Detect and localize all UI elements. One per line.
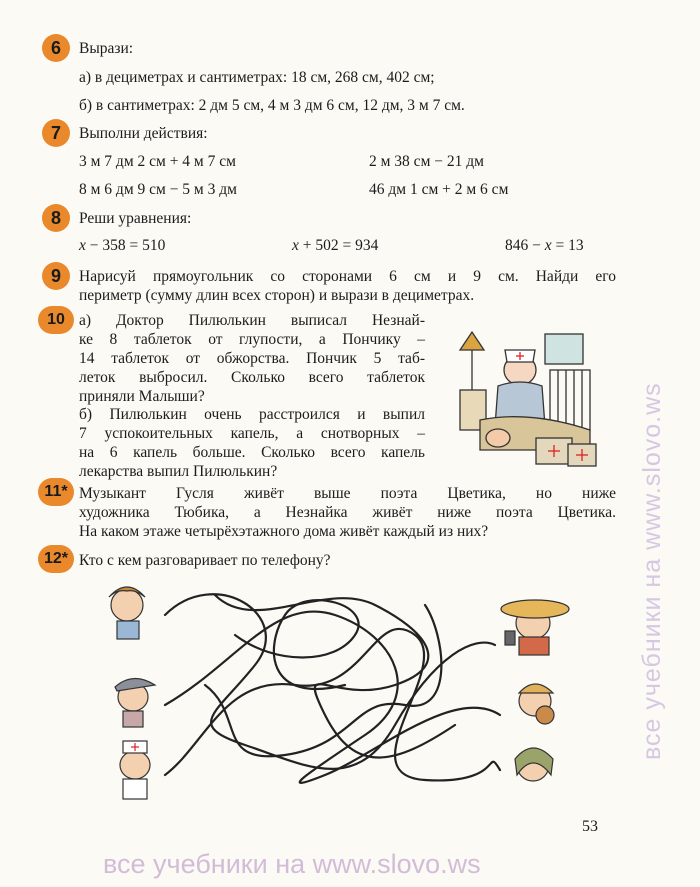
task-9-line1: Нарисуй прямоугольник со сторонами 6 см и 9 см. Найди его bbox=[79, 268, 616, 285]
task-10-number: 10 bbox=[47, 311, 65, 328]
task-10-a-line1: а) Доктор Пилюлькин выписал Незнай- bbox=[79, 312, 425, 329]
task-7-title: Выполни действия: bbox=[79, 125, 208, 142]
task-10-b-line2: 7 успокоительных капель, а снотворных – bbox=[79, 425, 425, 442]
task-7-ex2: 2 м 38 см − 21 дм bbox=[369, 153, 484, 170]
page-number: 53 bbox=[582, 818, 598, 835]
task-7-ex4: 46 дм 1 см + 2 м 6 см bbox=[369, 181, 509, 198]
character-right-2 bbox=[519, 684, 554, 724]
task-7-ex1: 3 м 7 дм 2 см + 4 м 7 см bbox=[79, 153, 236, 170]
task-11-badge bbox=[38, 478, 74, 506]
task-10-b-line4: лекарства выпил Пилюлькин? bbox=[79, 463, 278, 480]
task-8-eq2 bbox=[292, 236, 378, 256]
task-8-badge bbox=[42, 204, 70, 232]
watermark-bottom: все учебники на www.slovo.ws bbox=[103, 849, 481, 879]
task-11-line3: На каком этаже четырёхэтажного дома живёт каждый из них? bbox=[79, 523, 489, 540]
task-8-eq1-var: x bbox=[79, 237, 86, 254]
task-8-eq3-rest: = 13 bbox=[551, 237, 584, 254]
character-right-1 bbox=[501, 600, 569, 655]
task-8-title: Реши уравнения: bbox=[79, 210, 192, 227]
task-10-a-line2: ке 8 таблеток от глупости, а Пончику – bbox=[79, 331, 425, 348]
task-8-eq3-var: x bbox=[544, 237, 552, 254]
task-8-eq3-lead: 846 − bbox=[505, 237, 545, 254]
task-7-number: 7 bbox=[50, 123, 61, 143]
task-10-a-line5: приняли Малыши? bbox=[79, 388, 205, 405]
watermark-side: все учебники на www.slovo.ws bbox=[638, 382, 666, 760]
task-6-line-b: б) в сантиметрах: 2 дм 5 см, 4 м 3 дм 6 см, 12 дм, 3 м 7 см. bbox=[79, 97, 465, 114]
task-6-line-a: а) в дециметрах и сантиметрах: 18 см, 268 см, 402 см; bbox=[79, 69, 435, 86]
task-10-a-line4: леток выбросил. Сколько всего таблеток bbox=[79, 369, 425, 386]
task-8-eq1 bbox=[79, 236, 165, 256]
task-6-badge bbox=[42, 34, 70, 62]
task-11-number: 11* bbox=[44, 483, 68, 500]
task-6-number: 6 bbox=[50, 38, 61, 58]
task-9-number: 9 bbox=[50, 266, 61, 286]
task-10-b-line1: б) Пилюлькин очень расстроился и выпил bbox=[79, 406, 425, 423]
task-9-badge bbox=[42, 262, 70, 290]
task-8-eq3 bbox=[505, 236, 584, 256]
character-right-3 bbox=[515, 748, 553, 781]
task-10-b-line3: на 6 капель больше. Сколько всего капель bbox=[79, 444, 425, 461]
character-left-3 bbox=[120, 741, 150, 799]
task-11-line1: Музыкант Гусля живёт выше поэта Цветика, но ниже bbox=[79, 485, 616, 502]
task-11-line2: художника Тюбика, а Незнайка живёт ниже поэта Цветика. bbox=[79, 504, 616, 521]
task-8-eq1-rest: − 358 = 510 bbox=[85, 237, 166, 254]
task-12-number: 12* bbox=[43, 550, 69, 567]
task-10-badge bbox=[38, 306, 74, 334]
character-left-1 bbox=[109, 587, 145, 639]
task-7-ex3: 8 м 6 дм 9 см − 5 м 3 дм bbox=[79, 181, 237, 198]
doctor-illustration bbox=[450, 320, 600, 478]
task-8-eq2-rest: + 502 = 934 bbox=[298, 237, 379, 254]
task-12-title: Кто с кем разговаривает по телефону? bbox=[79, 552, 331, 569]
task-10-a-line3: 14 таблеток от обжорства. Пончик 5 таб- bbox=[79, 350, 425, 367]
phone-maze-illustration bbox=[95, 575, 575, 810]
task-8-number: 8 bbox=[50, 208, 61, 228]
task-9-line2: периметр (сумму длин всех сторон) и вырази в дециметрах. bbox=[79, 287, 475, 304]
character-left-2 bbox=[115, 678, 155, 727]
task-6-title: Вырази: bbox=[79, 40, 134, 57]
task-7-badge bbox=[42, 119, 70, 147]
task-8-eq2-var: x bbox=[292, 237, 299, 254]
task-12-badge bbox=[38, 545, 74, 573]
